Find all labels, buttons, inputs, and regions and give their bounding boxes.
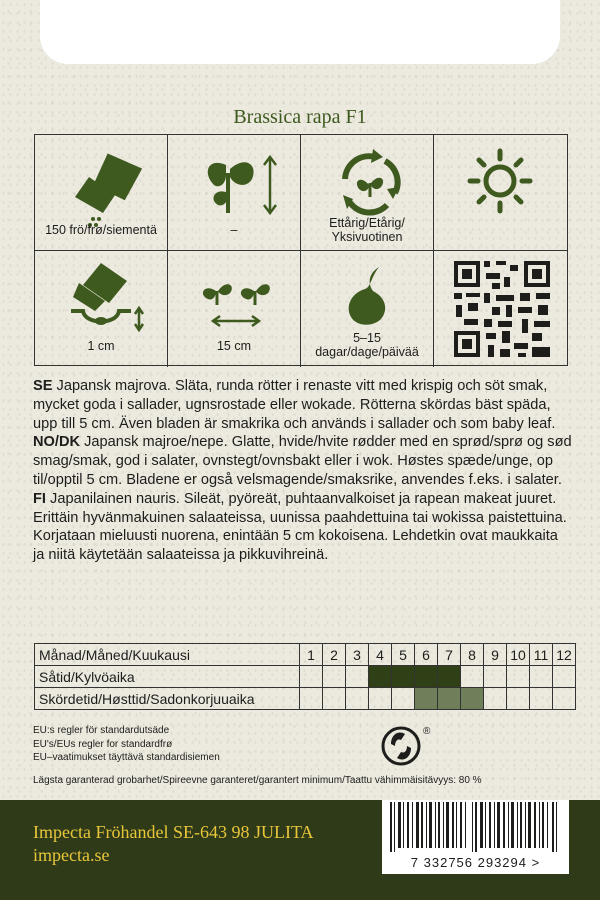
month-10: 10 xyxy=(507,644,530,666)
sowing-label: Såtid/Kylvöaika xyxy=(35,666,300,688)
depth-caption: 1 cm xyxy=(87,339,115,353)
sowing-month-cell xyxy=(553,666,576,688)
note-fi: EU–vaatimukset täyttävä standardisiemen xyxy=(33,752,220,763)
sowing-month-cell xyxy=(438,666,461,688)
harvest-month-cell xyxy=(300,688,323,710)
note-nodk: EU's/EUs regler for standardfrø xyxy=(33,738,173,750)
seed-count-cell xyxy=(35,135,168,251)
sowing-month-cell xyxy=(415,666,438,688)
month-8: 8 xyxy=(461,644,484,666)
cycle-cell xyxy=(301,135,434,251)
qr-code-icon xyxy=(434,251,567,367)
harvest-month-cell xyxy=(323,688,346,710)
sowing-row xyxy=(35,666,576,688)
harvest-month-cell xyxy=(553,688,576,710)
info-icon-grid xyxy=(34,134,568,366)
harvest-label: Skördetid/Høsttid/Sadonkorjuuaika xyxy=(35,688,300,710)
sowing-calendar xyxy=(34,643,576,710)
lang-tag-fi: FI xyxy=(33,490,46,507)
barcode-number: 7 332756 293294 > xyxy=(382,852,569,874)
height-cell xyxy=(168,135,301,251)
sowing-month-cell xyxy=(369,666,392,688)
sowing-month-cell xyxy=(323,666,346,688)
description-fi xyxy=(33,490,573,565)
month-3: 3 xyxy=(346,644,369,666)
harvest-month-cell xyxy=(346,688,369,710)
harvest-row xyxy=(35,688,576,710)
sowing-month-cell xyxy=(507,666,530,688)
company-address: Impecta Fröhandel SE-643 98 JULITA xyxy=(33,822,314,842)
barcode-bars-icon xyxy=(382,800,569,854)
species-name: Brassica rapa F1 xyxy=(233,106,367,128)
month-7: 7 xyxy=(438,644,461,666)
month-12: 12 xyxy=(553,644,576,666)
germination-caption: 5–15 dagar/dage/päivää xyxy=(315,331,419,359)
sowing-month-cell xyxy=(530,666,553,688)
qr-cell xyxy=(434,251,567,367)
germination-guarantee: Lägsta garanterad grobarhet/Spireevne garanteret/garantert minimum/Taattu vähimmäisitävyys: 80 % xyxy=(33,775,482,786)
month-2: 2 xyxy=(323,644,346,666)
harvest-month-cell xyxy=(507,688,530,710)
hang-tab-cutout xyxy=(40,0,560,64)
month-4: 4 xyxy=(369,644,392,666)
month-11: 11 xyxy=(530,644,553,666)
sowing-month-cell xyxy=(461,666,484,688)
sun-cell xyxy=(434,135,567,251)
harvest-month-cell xyxy=(369,688,392,710)
note-se: EU:s regler för standardutsäde xyxy=(33,725,170,736)
sowing-month-cell xyxy=(346,666,369,688)
description-nodk xyxy=(33,433,573,489)
description-se xyxy=(33,377,573,433)
standard-seed-notes xyxy=(33,724,220,765)
seed-count-caption: 150 frö/frø/siementä xyxy=(45,223,157,237)
harvest-month-cell xyxy=(530,688,553,710)
text-se: Japansk majrova. Släta, runda rötter i renaste vitt med krispig och söt smak, mycket goda i sallader, ugnsrostade eller wokade. Rötterna skördas bäst späda, upp till 5 cm. Även bladen är smakrika och används i sallader och som baby leaf. xyxy=(33,378,556,432)
sun-icon xyxy=(434,135,567,251)
calendar-header: Månad/Måned/Kuukausi xyxy=(35,644,300,666)
cycle-caption: Ettårig/Etårig/ Yksivuotinen xyxy=(329,216,405,244)
sowing-month-cell xyxy=(300,666,323,688)
month-9: 9 xyxy=(484,644,507,666)
company-info xyxy=(33,821,314,867)
harvest-month-cell xyxy=(461,688,484,710)
harvest-month-cell xyxy=(438,688,461,710)
spacing-caption: 15 cm xyxy=(216,339,252,353)
harvest-month-cell xyxy=(484,688,507,710)
company-website: impecta.se xyxy=(33,845,110,865)
green-dot-recycle-icon xyxy=(381,722,437,772)
height-caption: – xyxy=(230,223,238,237)
depth-cell xyxy=(35,251,168,367)
spacing-cell xyxy=(168,251,301,367)
harvest-month-cell xyxy=(392,688,415,710)
description-block xyxy=(33,377,573,565)
lang-tag-se: SE xyxy=(33,378,53,394)
month-6: 6 xyxy=(415,644,438,666)
text-nodk: Japansk majroe/nepe. Glatte, hvide/hvite rødder med en sprød/sprø og sød smag/smak, god i salater, ovnstegt/ovnsbakt eller i wok. Høstes spæde/unge, op til/opptil 5 cm. Bladene er også velsmagende/smaksrike, anvendes f.eks. i salater. xyxy=(33,434,572,488)
text-fi: Japanilainen nauris. Sileät, pyöreät, puhtaanvalkoiset ja rapean makeat juuret. Erittäin hyvänmakuinen salaateissa, uunissa paahdettuina tai wokissa paistettuina. Korjataan mieluusti nuorena, enintään 5 cm kokoisena. Lehdetkin ovat maukkaita ja niitä käytetään salaateissa ja pikkuvihreinä. xyxy=(33,490,567,564)
lang-tag-nodk: NO/DK xyxy=(33,434,81,451)
calendar-header-row xyxy=(35,644,576,666)
month-5: 5 xyxy=(392,644,415,666)
registered-mark: ® xyxy=(423,726,431,737)
sowing-month-cell xyxy=(484,666,507,688)
germination-cell xyxy=(301,251,434,367)
month-1: 1 xyxy=(300,644,323,666)
sowing-month-cell xyxy=(392,666,415,688)
harvest-month-cell xyxy=(415,688,438,710)
